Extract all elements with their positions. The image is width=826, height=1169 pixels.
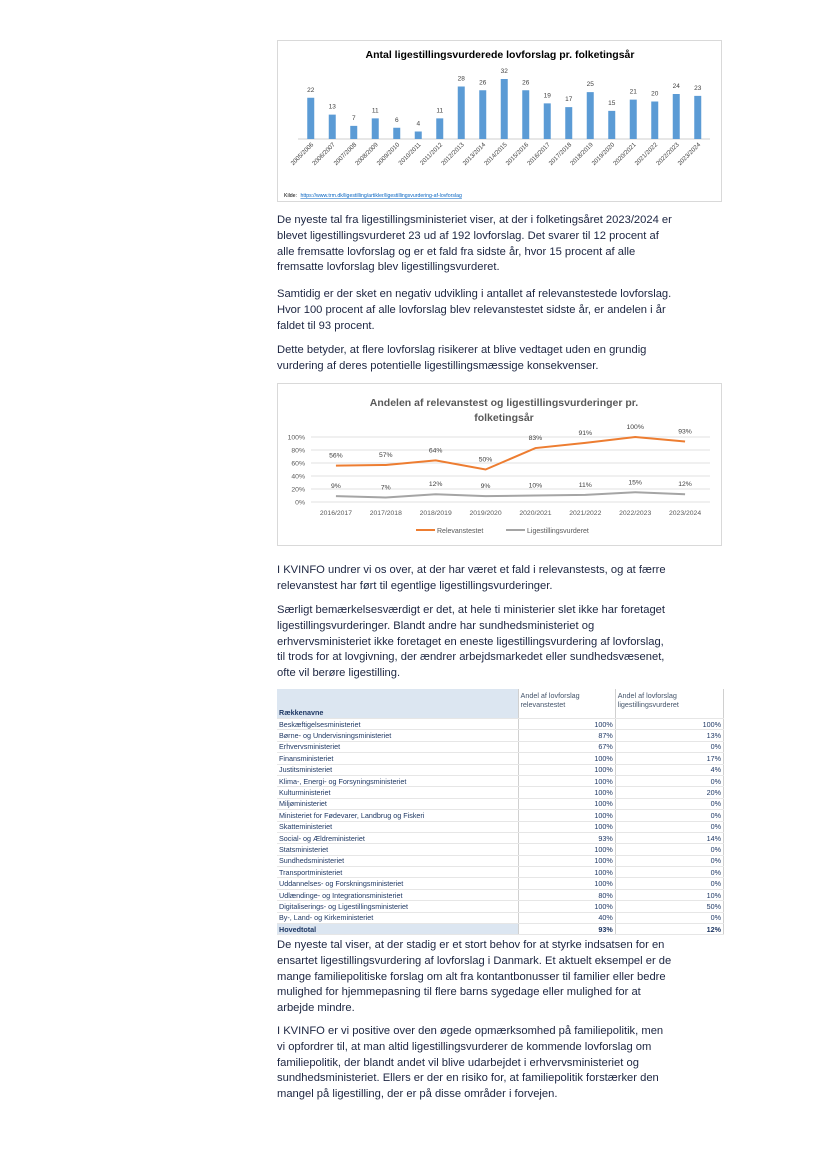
table-cell-name: Social- og Ældreministeriet (277, 832, 518, 843)
table-cell-ligestilling: 10% (615, 889, 723, 900)
table-cell-relevans: 93% (518, 832, 615, 843)
line-data-label: 9% (331, 483, 341, 491)
table-cell-relevans: 80% (518, 889, 615, 900)
bar-value-label: 26 (522, 79, 530, 87)
x-tick-label: 2023/2024 (668, 510, 702, 517)
table-header-row (277, 689, 724, 719)
bar-category-label: 2019/2020 (590, 141, 617, 168)
bar-value-label: 7 (351, 114, 356, 122)
line-data-label: 57% (379, 451, 393, 459)
line-data-label: 10% (528, 482, 543, 490)
bar (458, 87, 465, 140)
bar-value-label: 28 (457, 75, 465, 83)
bar-value-label: 23 (694, 84, 702, 92)
bar-value-label: 6 (394, 116, 399, 124)
table-cell-ligestilling: 4% (615, 764, 723, 775)
line-data-label: 83% (528, 435, 543, 443)
table-cell-relevans: 100% (518, 844, 615, 855)
bar (630, 100, 637, 139)
line-chart-title-line2: folketingsår (474, 412, 534, 424)
bar (372, 118, 379, 139)
bar (350, 126, 357, 139)
table-header-relevans: Andel af lovforslag relevanstestet (518, 689, 615, 719)
table-cell-relevans: 93% (518, 924, 615, 935)
bar-category-label: 2005/2006 (289, 141, 316, 168)
line-chart (278, 384, 721, 545)
x-tick-label: 2019/2020 (469, 510, 502, 517)
table-header-ligestilling: Andel af lovforslag ligestillingsvurderet (615, 689, 723, 719)
x-tick-label: 2022/2023 (619, 510, 652, 517)
x-tick-label: 2017/2018 (369, 510, 402, 517)
bar-category-label: 2016/2017 (526, 141, 552, 168)
paragraph-5: Særligt bemærkelsesværdigt er det, at hele ti ministerier slet ikke har foretaget ligestillingsvurderinger. Blandt andre har sundhedsministeriet og erhvervsministeriet ikke foretaget en eneste ligestillingsvurdering af lovforslag, til trods for at lovgivning, der ændrer arbejdsmarkedet eller sundhedsvæsenet, ofte vil berøre ligestilling. (277, 604, 665, 680)
bar-category-label: 2007/2008 (332, 141, 359, 168)
table-cell-name: Ministeriet for Fødevarer, Landbrug og Fiskeri (277, 810, 518, 821)
table-cell-ligestilling: 17% (615, 753, 723, 764)
table-total-row (277, 924, 724, 935)
table-cell-name: Udlændinge- og Integrationsministeriet (277, 889, 518, 900)
bar-value-label: 26 (479, 79, 487, 87)
bar-category-label: 2006/2007 (311, 141, 337, 168)
x-tick-label: 2016/2017 (319, 510, 353, 517)
table-cell-name: Kulturministeriet (277, 787, 518, 798)
table-cell-name: Klima-, Energi- og Forsyningsministeriet (277, 775, 518, 786)
table-cell-relevans: 100% (518, 787, 615, 798)
table-row (277, 889, 724, 900)
table-row (277, 741, 724, 752)
table-cell-name: By-, Land- og Kirkeministeriet (277, 912, 518, 923)
paragraph-4: I KVINFO undrer vi os over, at der har været et fald i relevanstests, og at færre relevanstest har ført til egentlige ligestillingsvurderinger. (277, 564, 666, 592)
bar (651, 102, 658, 140)
bar-chart-title: Antal ligestillingsvurderede lovforslag pr. folketingsår (365, 49, 635, 61)
bar-value-label: 11 (436, 107, 444, 115)
table-cell-name: Sundhedsministeriet (277, 855, 518, 866)
table-cell-ligestilling: 0% (615, 821, 723, 832)
line-data-label: 15% (628, 479, 642, 487)
table-cell-name: Skatteministeriet (277, 821, 518, 832)
paragraph-3: Dette betyder, at flere lovforslag risikerer at blive vedtaget uden en grundig vurdering af deres potentielle ligestillingsmæssige konsekvenser. (277, 344, 647, 372)
table-cell-ligestilling: 12% (615, 924, 723, 935)
bar (415, 132, 422, 140)
bar-chart-source-label: Kilde: (284, 193, 297, 199)
bar-category-label: 2021/2022 (633, 141, 660, 168)
bar (587, 92, 594, 139)
table-cell-name: Digitaliserings- og Ligestillingsministeriet (277, 901, 518, 912)
bar (522, 90, 529, 139)
table-header-name: Rækkenavne (277, 689, 518, 719)
table-row (277, 821, 724, 832)
bar-value-label: 17 (565, 96, 573, 104)
table-cell-ligestilling: 20% (615, 787, 723, 798)
table-row (277, 753, 724, 764)
table-cell-name: Uddannelses- og Forskningsministeriet (277, 878, 518, 889)
line-data-label: 64% (428, 447, 443, 455)
bar (673, 94, 680, 139)
bar-category-label: 2023/2024 (676, 141, 703, 168)
bar-value-label: 20 (651, 90, 659, 98)
bar-value-label: 24 (672, 83, 680, 90)
line-data-label: 11% (578, 481, 592, 489)
table-cell-name: Justitsministeriet (277, 764, 518, 775)
bar-category-label: 2013/2014 (461, 141, 488, 168)
table-row (277, 775, 724, 786)
bar-category-label: 2009/2010 (375, 141, 402, 168)
line-data-label: 56% (329, 452, 343, 460)
line-data-label: 12% (428, 481, 443, 489)
bar-value-label: 32 (500, 68, 508, 75)
table-row (277, 912, 724, 923)
table-cell-name: Miljøministeriet (277, 798, 518, 809)
y-tick-label: 40% (291, 473, 305, 481)
y-tick-label: 0% (295, 499, 305, 507)
bar-chart-source (284, 193, 462, 199)
table-cell-relevans: 100% (518, 753, 615, 764)
table-row (277, 787, 724, 798)
paragraph-2: Samtidig er der sket en negativ udvikling i antallet af relevanstestede lovforslag. Hvor 100 procent af alle lovforslag blev relevanstestet sidste år, er andelen i år faldet til 93 procent. (277, 288, 672, 332)
bar (307, 98, 314, 139)
bar-category-label: 2022/2023 (655, 141, 681, 168)
table-cell-ligestilling: 13% (615, 730, 723, 741)
table-cell-name: Statsministeriet (277, 844, 518, 855)
table-cell-ligestilling: 0% (615, 810, 723, 821)
table-cell-relevans: 67% (518, 741, 615, 752)
table-row (277, 810, 724, 821)
table-cell-ligestilling: 0% (615, 855, 723, 866)
bar-chart-source-link[interactable]: https://www.trm.dk/ligestilling/artikler/ligestillingsvurdering-af-lovforslag (300, 193, 462, 199)
bar-chart-figure (277, 40, 722, 202)
table-row (277, 901, 724, 912)
x-tick-label: 2018/2019 (419, 510, 452, 517)
line-data-label: 50% (478, 456, 493, 464)
table-cell-ligestilling: 50% (615, 901, 723, 912)
y-tick-label: 80% (291, 447, 305, 455)
bar-category-label: 2015/2016 (504, 141, 531, 168)
paragraph-1: De nyeste tal fra ligestillingsministeriet viser, at der i folketingsåret 2023/2024 er blevet ligestillingsvurderet 23 ud af 192 lovforslag. Det svarer til 12 procent af alle fremsatte lovforslag og er et fald fra sidste år, hvor 15 procent af alle fremsatte lovforslag blev ligestillingsvurderet. (277, 214, 672, 274)
legend-ligestilling-label: Ligestillingsvurderet (527, 528, 589, 535)
bar-category-label: 2010/2011 (397, 141, 423, 167)
table-cell-name: Finansministeriet (277, 753, 518, 764)
table-cell-relevans: 100% (518, 719, 615, 730)
bar (544, 103, 551, 139)
bar (608, 111, 615, 139)
table-cell-name: Erhvervsministeriet (277, 741, 518, 752)
table-row (277, 730, 724, 741)
table-cell-ligestilling: 0% (615, 844, 723, 855)
line-chart-title-line1: Andelen af relevanstest og ligestillingsvurderinger pr. (369, 397, 639, 409)
table-cell-ligestilling: 14% (615, 832, 723, 843)
table-cell-relevans: 40% (518, 912, 615, 923)
bar (694, 96, 701, 139)
ligestilling-line (336, 492, 685, 497)
table-cell-relevans: 100% (518, 764, 615, 775)
bar-value-label: 13 (328, 103, 336, 111)
line-data-label: 93% (678, 428, 692, 436)
x-tick-label: 2021/2022 (569, 510, 602, 517)
table-cell-name: Hovedtotal (277, 924, 518, 935)
bar-category-label: 2020/2021 (612, 141, 638, 168)
bar (436, 118, 443, 139)
table-cell-ligestilling: 100% (615, 719, 723, 730)
table-cell-relevans: 100% (518, 901, 615, 912)
table-row (277, 764, 724, 775)
table-cell-name: Transportministeriet (277, 867, 518, 878)
bar (393, 128, 400, 139)
bar-value-label: 22 (307, 86, 315, 94)
bar-category-label: 2017/2018 (547, 141, 574, 168)
table-cell-ligestilling: 0% (615, 798, 723, 809)
bar-category-label: 2011/2012 (418, 141, 445, 167)
table-cell-relevans: 100% (518, 775, 615, 786)
line-data-label: 100% (626, 424, 644, 431)
table-cell-ligestilling: 0% (615, 912, 723, 923)
bar (501, 79, 508, 139)
legend-relevans-label: Relevanstestet (437, 528, 484, 535)
table-cell-relevans: 87% (518, 730, 615, 741)
table-cell-ligestilling: 0% (615, 867, 723, 878)
line-data-label: 12% (678, 481, 692, 489)
table-row (277, 855, 724, 866)
table-cell-relevans: 100% (518, 855, 615, 866)
table-cell-relevans: 100% (518, 821, 615, 832)
table-row (277, 844, 724, 855)
bar-value-label: 4 (416, 120, 421, 128)
table-cell-ligestilling: 0% (615, 775, 723, 786)
table-row (277, 867, 724, 878)
bar-category-label: 2014/2015 (483, 141, 509, 168)
table-cell-relevans: 100% (518, 867, 615, 878)
table-cell-relevans: 100% (518, 810, 615, 821)
table-cell-relevans: 100% (518, 878, 615, 889)
bar-category-label: 2012/2013 (440, 141, 466, 168)
y-tick-label: 60% (291, 460, 305, 468)
bar-value-label: 15 (608, 99, 616, 107)
table-row (277, 719, 724, 730)
bar-category-label: 2008/2009 (354, 141, 380, 168)
bar-value-label: 11 (371, 107, 379, 115)
table-cell-name: Beskæftigelsesministeriet (277, 719, 518, 730)
bar (479, 90, 486, 139)
line-data-label: 9% (480, 483, 491, 491)
table-cell-relevans: 100% (518, 798, 615, 809)
bar (565, 107, 572, 139)
bar-chart (278, 41, 721, 201)
line-data-label: 91% (578, 429, 593, 437)
bar (329, 115, 336, 139)
x-tick-label: 2020/2021 (519, 510, 552, 517)
table-cell-name: Børne- og Undervisningsministeriet (277, 730, 518, 741)
y-tick-label: 100% (287, 434, 305, 442)
ministry-table (277, 689, 724, 935)
bar-value-label: 19 (543, 92, 551, 100)
table-row (277, 878, 724, 889)
line-data-label: 7% (380, 484, 391, 492)
table-cell-ligestilling: 0% (615, 878, 723, 889)
line-chart-figure (277, 383, 722, 546)
bar-category-label: 2018/2019 (569, 141, 595, 168)
bar-value-label: 21 (629, 88, 637, 96)
table-row (277, 798, 724, 809)
table-row (277, 832, 724, 843)
bar-value-label: 25 (586, 81, 594, 89)
paragraph-6: De nyeste tal viser, at der stadig er et stort behov for at styrke indsatsen for en ensartet ligestillingsvurdering af lovforslag i Danmark. Et aktuelt eksempel er de mange familiepolitiske forslag om alt fra kontantbonusser til familier eller bedre mulighed for hjemmepasning til flere barns sygedage eller mulighed for at arbejde mindre. (277, 939, 672, 1015)
table-cell-ligestilling: 0% (615, 741, 723, 752)
y-tick-label: 20% (291, 486, 305, 494)
paragraph-7: I KVINFO er vi positive over den øgede opmærksomhed på familiepolitik, men vi opfordrer til, at man altid ligestillingsvurderer de kommende lovforslag om familiepolitik, der blandt andet vil blive udarbejdet i erhvervsministeriet og sundhedsministeriet. Ellers er der en risiko for, at familiepolitik forstærker den mangel på ligestilling, der er på disse områder i forvejen. (277, 1025, 664, 1101)
